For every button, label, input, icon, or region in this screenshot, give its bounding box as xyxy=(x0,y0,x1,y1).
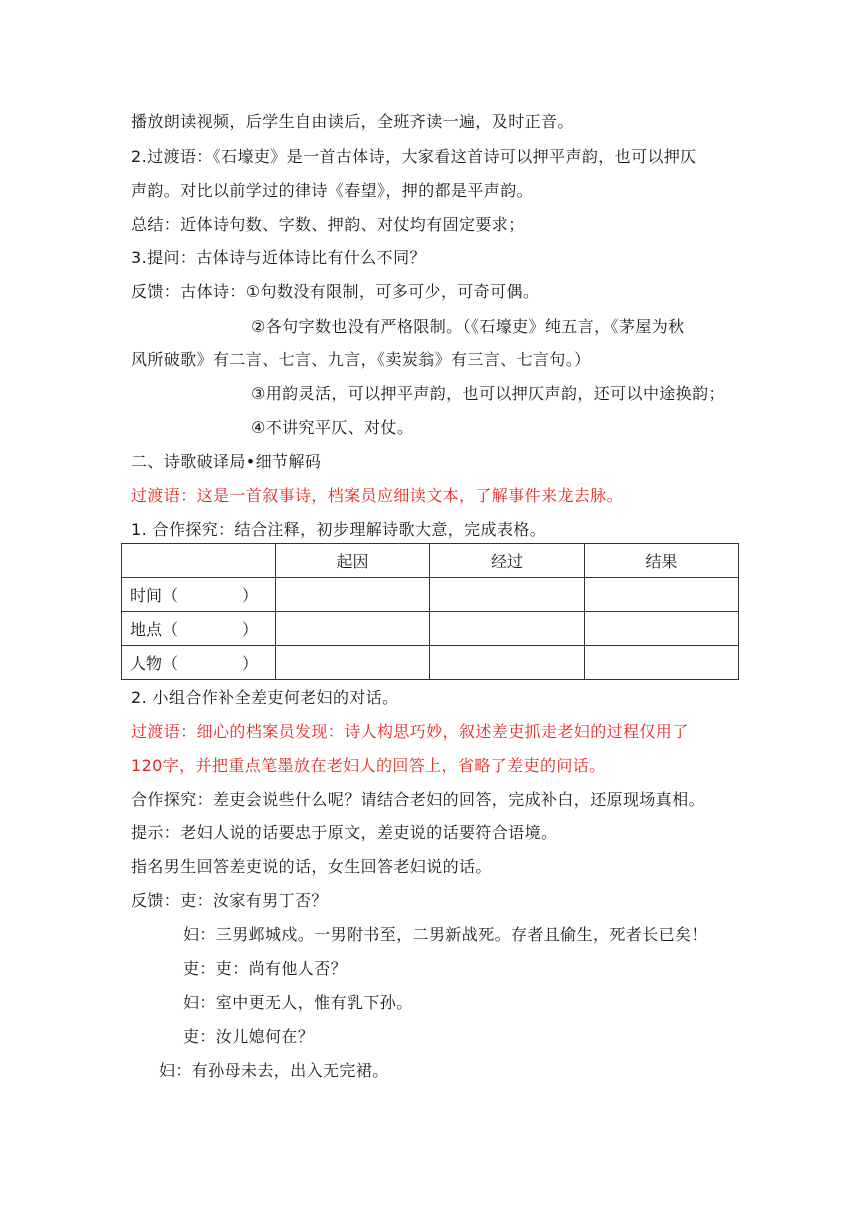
table-header-row xyxy=(122,544,739,578)
text-line: ③用韵灵活，可以押平声韵，也可以押仄声韵，还可以中途换韵； xyxy=(251,384,725,403)
row-label-close: ） xyxy=(242,620,259,639)
text-line: 2. 小组合作补全差吏何老妇的对话。 xyxy=(131,688,399,707)
text-line: 2.过渡语：《石壕吏》是一首古体诗，大家看这首诗可以押平声韵，也可以押仄 xyxy=(131,147,697,166)
transition-text: 120字，并把重点笔墨放在老妇人的回答上，省略了差吏的问话。 xyxy=(131,756,606,775)
row-label-close: ） xyxy=(242,586,259,605)
table-row xyxy=(122,612,739,646)
dialogue-line: 反馈：吏：汝家有男丁否？ xyxy=(131,891,328,910)
table-cell xyxy=(585,578,739,612)
table-cell xyxy=(430,646,585,680)
section-heading: 二、诗歌破译局•细节解码 xyxy=(131,452,322,471)
row-label-cell xyxy=(122,612,276,646)
row-label: 人物（ xyxy=(130,654,179,673)
text-line: 总结：近体诗句数、字数、押韵、对仗均有固定要求； xyxy=(131,215,525,234)
table-header-cell: 经过 xyxy=(430,544,585,578)
table-header-cell: 结果 xyxy=(585,544,739,578)
row-label: 时间（ xyxy=(130,586,179,605)
text-line: 提示：老妇人说的话要忠于原文，差吏说的话要符合语境。 xyxy=(131,823,558,842)
text-line: 播放朗读视频，后学生自由读后，全班齐读一遍，及时正音。 xyxy=(131,112,574,131)
row-label-cell xyxy=(122,646,276,680)
table-cell xyxy=(430,578,585,612)
transition-text: 过渡语：细心的档案员发现：诗人构思巧妙，叙述差吏抓走老妇的过程仅用了 xyxy=(131,722,689,741)
table-row xyxy=(122,646,739,680)
text-line: 合作探究：差吏会说些什么呢？请结合老妇的回答，完成补白，还原现场真相。 xyxy=(131,790,706,809)
text-line: ④不讲究平仄、对仗。 xyxy=(251,418,414,437)
text-line: ②各句字数也没有严格限制。（《石壕吏》纯五言，《茅屋为秋 xyxy=(251,317,685,336)
table-cell xyxy=(276,646,430,680)
text-line: 3.提问：古体诗与近体诗比有什么不同？ xyxy=(131,248,426,267)
table-cell xyxy=(276,612,430,646)
text-line: 声韵。对比以前学过的律诗《春望》，押的都是平声韵。 xyxy=(131,181,534,200)
dialogue-line: 妇：室中更无人，惟有乳下孙。 xyxy=(183,993,413,1012)
table-cell xyxy=(585,612,739,646)
text-line: 指名男生回答差吏说的话，女生回答老妇说的话。 xyxy=(131,857,492,876)
dialogue-line: 吏：汝儿媳何在？ xyxy=(183,1027,315,1046)
table-row xyxy=(122,578,739,612)
table-cell xyxy=(276,578,430,612)
dialogue-line: 吏：吏：尚有他人否？ xyxy=(183,959,348,978)
transition-text: 过渡语：这是一首叙事诗，档案员应细读文本，了解事件来龙去脉。 xyxy=(131,486,624,505)
table-cell xyxy=(430,612,585,646)
text-line: 风所破歌》有二言、七言、九言，《卖炭翁》有三言、七言句。） xyxy=(131,350,591,369)
text-line: 反馈：古体诗：①句数没有限制，可多可少，可奇可偶。 xyxy=(131,282,540,301)
table-header-cell: 起因 xyxy=(276,544,430,578)
text-line: 1. 合作探究：结合注释，初步理解诗歌大意，完成表格。 xyxy=(131,520,547,539)
table-header-cell xyxy=(122,544,276,578)
dialogue-line: 妇：三男邺城戍。一男附书至，二男新战死。存者且偷生，死者长已矣！ xyxy=(183,925,708,944)
row-label-close: ） xyxy=(242,654,259,673)
row-label-cell xyxy=(122,578,276,612)
dialogue-line: 妇：有孙母未去，出入无完裙。 xyxy=(159,1061,389,1080)
event-table xyxy=(121,543,739,680)
table-cell xyxy=(585,646,739,680)
row-label: 地点（ xyxy=(130,620,179,639)
